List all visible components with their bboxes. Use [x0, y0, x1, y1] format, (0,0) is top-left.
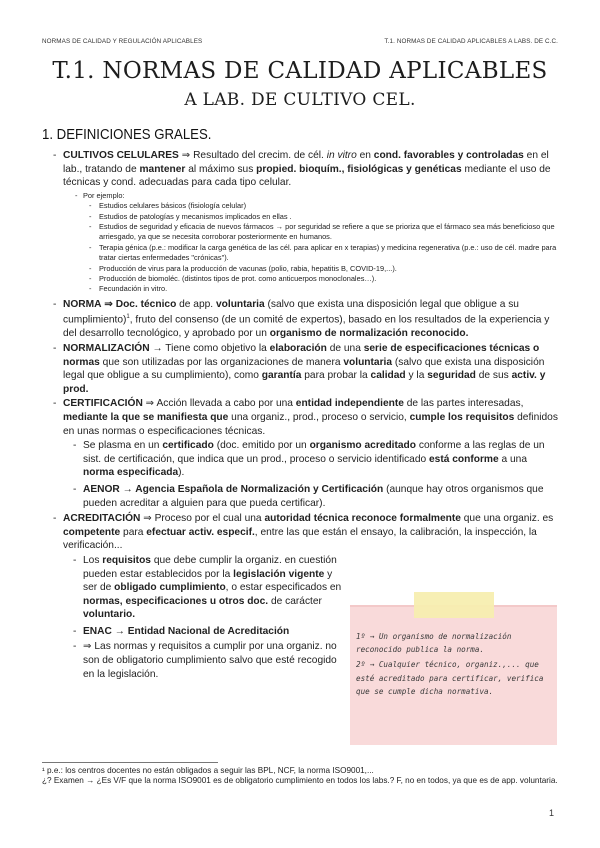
- list-item: - Producción de biomoléc. (distintos tipos de prot. como anticuerpos monoclonales…).: [89, 274, 559, 284]
- definition-normalizacion: - NORMALIZACIÓN → Tiene como objetivo la elaboración de una serie de especificaciones técnicas o normas que son utilizadas por las organizaciones de manera voluntaria (salvo que exista una disposición legal que obligue a su cumplimiento), como garantía para probar la calidad y la seguridad de sus activ. y prod.: [53, 343, 546, 395]
- text-bold: entidad independiente: [295, 398, 404, 410]
- text-bold: cond. favorables y controladas: [373, 150, 524, 161]
- text-bold: serie de especificaciones técnicas o normas: [63, 343, 540, 368]
- text-italic: in vitro: [326, 150, 357, 161]
- page-subtitle: A LAB. DE CULTIVO CEL.: [184, 90, 416, 110]
- definition-norma: - NORMA ⇒ Doc. técnico de app. voluntaria (salvo que exista una disposición legal que obligue a su cumplimiento)$^1$, fruto del consenso (de un comité de expertos), basado en los resultados de la experiencia y del desarrollo tecnológico, y aprobado por un organismo de normalización reconocido.: [53, 298, 550, 340]
- acreditacion-subitem-enac: - ENAC → Entidad Nacional de Acreditación: [73, 625, 290, 637]
- text: para probar la: [304, 370, 368, 382]
- text-bold: propied. bioquím., fisiológicas y genéticas: [256, 163, 462, 175]
- text-bold: Doc. técnico: [115, 298, 177, 310]
- text: mediante el uso de técnicas y cond. adecuadas para cada tipo celular.: [63, 163, 551, 189]
- footnote-exam: ¿? Examen → ¿Es V/F que la norma ISO9001 es de obligatorio cumplimiento en todos los labs.? F, no en todos, ya que es de app. voluntaria.: [42, 776, 558, 786]
- text: conforme a las reglas de un sist. de certificación, que indica que un prod., proceso o servicio identificado: [83, 440, 545, 465]
- text: de app.: [179, 298, 214, 310]
- text: una organiz., prod., proceso o servicio,: [231, 411, 407, 423]
- text: → Tiene como objetivo la: [152, 343, 267, 355]
- text-bold: norma especificada: [83, 467, 179, 479]
- page-number: 1: [548, 808, 554, 818]
- text-bold: legislación vigente: [233, 568, 325, 580]
- sticky-note-text: [356, 630, 552, 698]
- text: y ser de: [83, 568, 333, 594]
- sticky-note-tape: [414, 592, 494, 618]
- list-item: - Estudios de patologías y mecanismos implicados en ellas .: [89, 212, 559, 222]
- text-bold: organismo acreditado: [309, 440, 417, 452]
- text-bold: voluntaria: [343, 356, 393, 368]
- text-bold: activ. y prod.: [63, 370, 546, 395]
- term-normalizacion: NORMALIZACIÓN: [63, 343, 150, 355]
- term-norma: NORMA: [63, 298, 102, 310]
- text-bold: normas, especificaciones u otros doc.: [83, 595, 269, 607]
- running-header-left: NORMAS DE CALIDAD Y REGULACIÓN APLICABLES: [42, 38, 203, 45]
- definition-acreditacion: - ACREDITACIÓN ⇒ Proceso por el cual una autoridad técnica reconoce formalmente que una organiz. es competente para efectuar activ. especif., entre las que están el ensayo, la calibración, la inspección, la verificación...: [53, 513, 554, 552]
- text: ⇒ Proceso por el cual una: [143, 513, 262, 525]
- text-bold: voluntario.: [83, 609, 136, 621]
- term-cultivos: CULTIVOS CELULARES: [63, 150, 179, 161]
- page-title: T.1. NORMAS DE CALIDAD APLICABLES: [52, 58, 548, 84]
- list-item: - Estudios de seguridad y eficacia de nuevos fármacos → por seguridad se refiere a que se prioriza que el fármaco sea más beneficioso que arriesgado, ya que se necesita corroborar posteriormente en humanos.: [89, 222, 559, 243]
- footnote-divider: [42, 762, 218, 763]
- text-bold: cumple los requisitos: [409, 411, 515, 423]
- running-header-right: T.1. NORMAS DE CALIDAD APLICABLES A LABS. DE C.C.: [384, 38, 558, 45]
- footnotes: [42, 766, 562, 787]
- text: que debe cumplir la organiz. en cuestión pueden estar establecidos por la: [83, 554, 337, 580]
- list-item: - Fecundación in vitro.: [89, 284, 559, 294]
- text: Se plasma en un: [83, 440, 160, 452]
- acreditacion-subitem: - Los requisitos que debe cumplir la organiz. en cuestión pueden estar establecidos por la legislación vigente y ser de obligado cumplimiento, o estar especificados en normas, especificaciones u otros doc. de carácter voluntario.: [73, 554, 342, 621]
- certificacion-subitem: - Se plasma en un certificado (doc. emitido por un organismo acreditado conforme a las reglas de un sist. de certificación, que indica que un prod., proceso o servicio identificado está conforme a una norma especificada).: [73, 440, 545, 479]
- arrow: ⇒: [181, 150, 191, 161]
- text: Resultado del crecim. de cél.: [193, 150, 324, 161]
- text-bold: autoridad técnica reconoce formalmente: [264, 513, 461, 525]
- text-bold: obligado cumplimiento: [114, 582, 226, 594]
- text-bold: calidad: [370, 370, 406, 382]
- text-bold: competente: [63, 526, 121, 538]
- text-bold: mantener: [139, 163, 186, 175]
- text: que una organiz. es: [463, 513, 554, 525]
- text: a una: [501, 453, 527, 465]
- text: , o estar especificados en: [225, 582, 342, 594]
- text: y la: [408, 370, 425, 382]
- text: ).: [178, 467, 185, 479]
- arrow: ⇒: [104, 298, 113, 310]
- text: de sus: [478, 370, 509, 382]
- text: en: [359, 150, 371, 161]
- text-bold: requisitos: [102, 554, 151, 566]
- definition-certificacion: - CERTIFICACIÓN ⇒ Acción llevada a cabo por una entidad independiente de las partes interesadas, mediante la que se manifiesta que una organiz., prod., proceso o servicio, cumple los requisitos definidos en unas normas o especificaciones técnicas.: [53, 398, 558, 437]
- text: ⇒ Las normas y requisitos a cumplir por una organiz. no son de obligatorio cumplimiento salvo que esté recogido en la legislación.: [83, 641, 337, 680]
- text: de las partes interesadas,: [406, 398, 524, 410]
- text-bold: elaboración: [269, 343, 327, 355]
- note-line: 1º → Un organismo de normalización reconocido publica la norma.: [356, 632, 512, 655]
- examples-list: - Por ejemplo: - Estudios celulares básicos (fisiología celular) - Estudios de patologías y mecanismos implicados en ellas . - Estudios de seguridad y eficacia de nuevos fármacos → por seguridad se refiere a que se prioriza que el fármaco sea más beneficioso que arriesgado, ya que se necesita corroborar posteriormente en humanos. - Terapia génica (p.e.: modificar la carga genética de las cél. para aplicar en x terapias) y medicina regenerativa (p.e.: uso de cél. madre para tratar ciertas enfermedades "crónicas"). - Producción de virus para la producción de vacunas (polio, rabia, hepatitis B, COVID-19,...). - Producción de biomoléc. (distintos tipos de prot. como anticuerpos monoclonales…). - Fecundación in vitro.: [75, 191, 559, 295]
- text: , entre las que están el ensayo, la calibración, la inspección, la verificación...: [63, 526, 537, 552]
- term-acreditacion: ACREDITACIÓN: [63, 513, 141, 525]
- text: en el lab., tratando de: [63, 150, 549, 175]
- list-item: - Producción de virus para la producción de vacunas (polio, rabia, hepatitis B, COVID-19,...).: [89, 264, 559, 274]
- text-bold: está conforme: [429, 453, 499, 465]
- text: , fruto del consenso (de un comité de expertos), basado en los resultados de la experiencia y del desarrollo tecnológico, y aprobado por un: [63, 314, 550, 340]
- text: para: [123, 526, 144, 538]
- text: al máximo sus: [188, 163, 254, 175]
- acreditacion-subitem-note: - ⇒ Las normas y requisitos a cumplir por una organiz. no son de obligatorio cumplimiento salvo que esté recogido en la legislación.: [73, 641, 337, 680]
- note-line: 2º → Cualquier técnico, organiz.,... que esté acreditado para certificar, verifica que se cumple dicha normativa.: [356, 660, 544, 696]
- text-bold: AENOR → Agencia Española de Normalización y Certificación: [83, 483, 384, 495]
- certificacion-subitem-aenor: - AENOR → Agencia Española de Normalización y Certificación (aunque hay otros organismos que pueden acreditar a alguien para que pueda certificar).: [73, 483, 544, 509]
- text: (salvo que exista una disposición legal que obligue a su cumplimiento), como: [63, 356, 545, 382]
- text-bold: voluntaria: [215, 298, 265, 310]
- examples-heading: Por ejemplo:: [83, 190, 125, 200]
- text-bold: seguridad: [427, 370, 476, 382]
- text: que son utilizadas por las organizaciones de manera: [102, 356, 341, 368]
- footnote-1: ¹ p.e.: los centros docentes no están obligados a seguir las BPL, NCF, la norma ISO9001,...: [42, 766, 374, 775]
- text: de carácter: [270, 595, 322, 607]
- text: definidos en unas normas o especificaciones técnicas.: [63, 411, 558, 437]
- text: ⇒ Acción llevada a cabo por una: [145, 398, 293, 410]
- text: (aunque hay otros organismos que pueden acreditar a alguien para que pueda certificar).: [83, 483, 544, 509]
- text-bold: garantía: [261, 370, 302, 382]
- term-certificacion: CERTIFICACIÓN: [63, 398, 143, 410]
- section-heading: 1. DEFINICIONES GRALES.: [42, 126, 212, 143]
- text-bold: mediante la que se manifiesta que: [63, 411, 229, 423]
- text: de una: [329, 343, 361, 355]
- text-bold: certificado: [162, 440, 214, 452]
- text: (salvo que exista una disposición legal que obligue a su cumplimiento): [63, 298, 519, 326]
- definition-cultivos: - CULTIVOS CELULARES ⇒ Resultado del crecim. de cél. in vitro en cond. favorables y controladas en el lab., tratando de mantener al máximo sus propied. bioquím., fisiológicas y genéticas mediante el uso de técnicas y cond. adecuadas para cada tipo celular.: [53, 150, 551, 189]
- text-bold: efectuar activ. especif.: [146, 526, 255, 538]
- list-item: - Terapia génica (p.e.: modificar la carga genética de las cél. para aplicar en x terapias) y medicina regenerativa (p.e.: uso de cél. madre para tratar ciertas enfermedades "crónicas").: [89, 243, 559, 264]
- text: Los: [83, 554, 100, 566]
- list-item: - Estudios celulares básicos (fisiología celular): [89, 201, 559, 211]
- text-bold: organismo de normalización reconocido.: [269, 328, 469, 340]
- footnote-ref: 1: [126, 314, 130, 321]
- text-bold: ENAC → Entidad Nacional de Acreditación: [83, 625, 290, 637]
- text: (doc. emitido por un: [216, 440, 307, 452]
